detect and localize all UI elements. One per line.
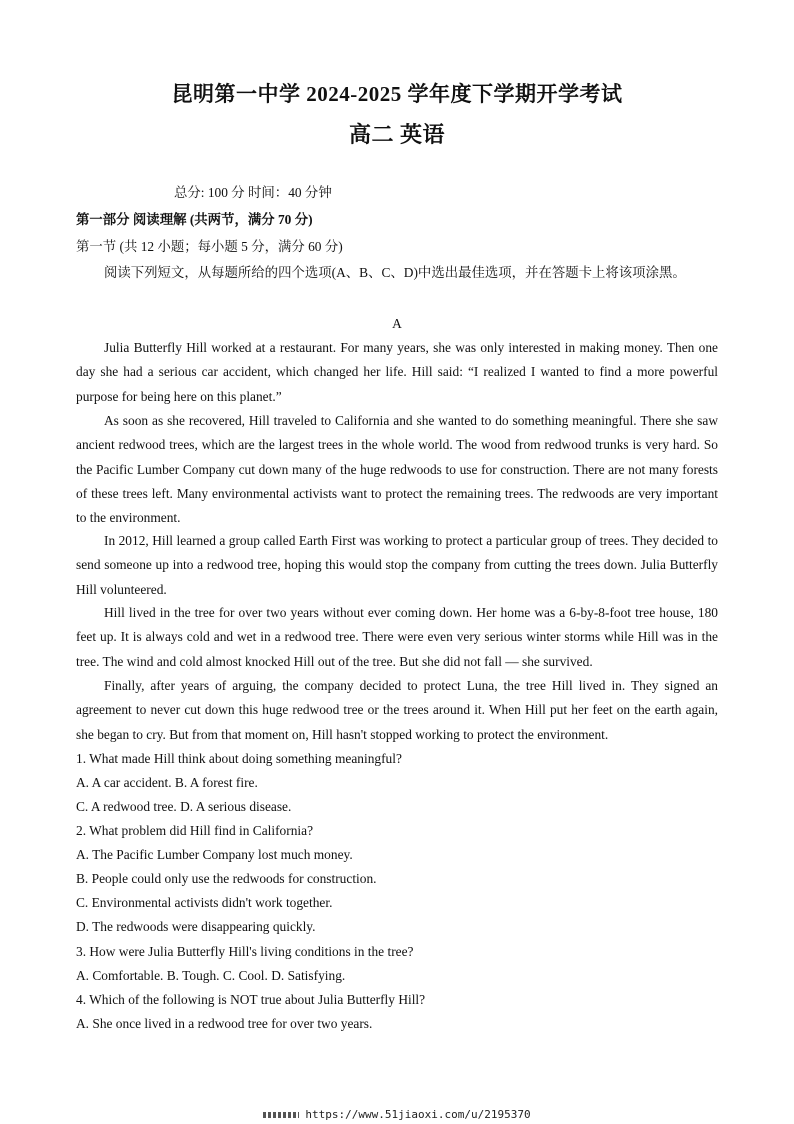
watermark-logo-icon: [263, 1112, 299, 1118]
question-3-options: A. Comfortable. B. Tough. C. Cool. D. Satisfying.: [76, 968, 346, 983]
passage-paragraph-2: As soon as she recovered, Hill traveled to California and she wanted to do something meaningful. There she saw ancient redwood trees, which are the largest trees in the whole world. The wood from redwood trunks is very hard. So the Pacific Lumber Company cut down many of the huge redwoods to use for construction. There are not many forests of these trees left. Many environmental activists want to protect the remaining trees. The redwoods are very important to the environment.: [76, 413, 718, 526]
question-2-option-c: C. Environmental activists didn't work together.: [76, 895, 333, 910]
question-2-option-b: B. People could only use the redwoods for construction.: [76, 871, 377, 886]
question-2: 2. What problem did Hill find in California?: [76, 823, 314, 838]
question-2-option-a: A. The Pacific Lumber Company lost much money.: [76, 847, 353, 862]
score-time-info: 总分: 100 分 时间：40 分钟: [174, 185, 332, 200]
exam-subtitle: 高二 英语: [348, 122, 445, 147]
footer: [0, 1108, 794, 1121]
footer-url[interactable]: https://www.51jiaoxi.com/u/2195370: [305, 1108, 531, 1121]
directions-text: 阅读下列短文，从每题所给的四个选项(A、B、C、D)中选出最佳选项，并在答题卡上将该项涂黑。: [104, 265, 686, 280]
question-4: 4. Which of the following is NOT true about Julia Butterfly Hill?: [76, 992, 426, 1007]
passage-paragraph-3: In 2012, Hill learned a group called Earth First was working to protect a particular group of trees. They decided to send someone up into a redwood tree, hoping this would stop the company from cutting the trees down. Julia Butterfly Hill volunteered.: [76, 533, 718, 597]
question-3: 3. How were Julia Butterfly Hill's living conditions in the tree?: [76, 944, 414, 959]
question-1: 1. What made Hill think about doing something meaningful?: [76, 751, 402, 766]
part1-heading: 第一部分 阅读理解 (共两节，满分 70 分): [76, 212, 313, 227]
passage-paragraph-4: Hill lived in the tree for over two years without ever coming down. Her home was a 6-by-8-foot tree house, 180 feet up. It is always cold and wet in a redwood tree. There were even very serious winter storms while Hill was in the tree. The wind and cold almost knocked Hill out of the tree. But she did not fall — she survived.: [76, 605, 718, 669]
passage-label: A: [392, 316, 402, 331]
exam-title: 昆明第一中学 2024-2025 学年度下学期开学考试: [171, 82, 623, 106]
question-1-options-cd: C. A redwood tree. D. A serious disease.: [76, 799, 292, 814]
question-2-option-d: D. The redwoods were disappearing quickly.: [76, 919, 316, 934]
passage-paragraph-1: Julia Butterfly Hill worked at a restaurant. For many years, she was only interested in making money. Then one day she had a serious car accident, which changed her life. Hill said: “I realized I wanted to find a more powerful purpose for being here on this planet.”: [76, 340, 718, 404]
question-4-option-a: A. She once lived in a redwood tree for over two years.: [76, 1016, 373, 1031]
section1-heading: 第一节 (共 12 小题；每小题 5 分，满分 60 分): [76, 239, 343, 254]
question-1-options-ab: A. A car accident. B. A forest fire.: [76, 775, 258, 790]
passage-paragraph-5: Finally, after years of arguing, the company decided to protect Luna, the tree Hill lived in. They signed an agreement to never cut down this huge redwood tree or the trees around it. When Hill put her feet on the earth again, she began to cry. But from that moment on, Hill hasn't stopped working to protect the environment.: [76, 678, 718, 742]
